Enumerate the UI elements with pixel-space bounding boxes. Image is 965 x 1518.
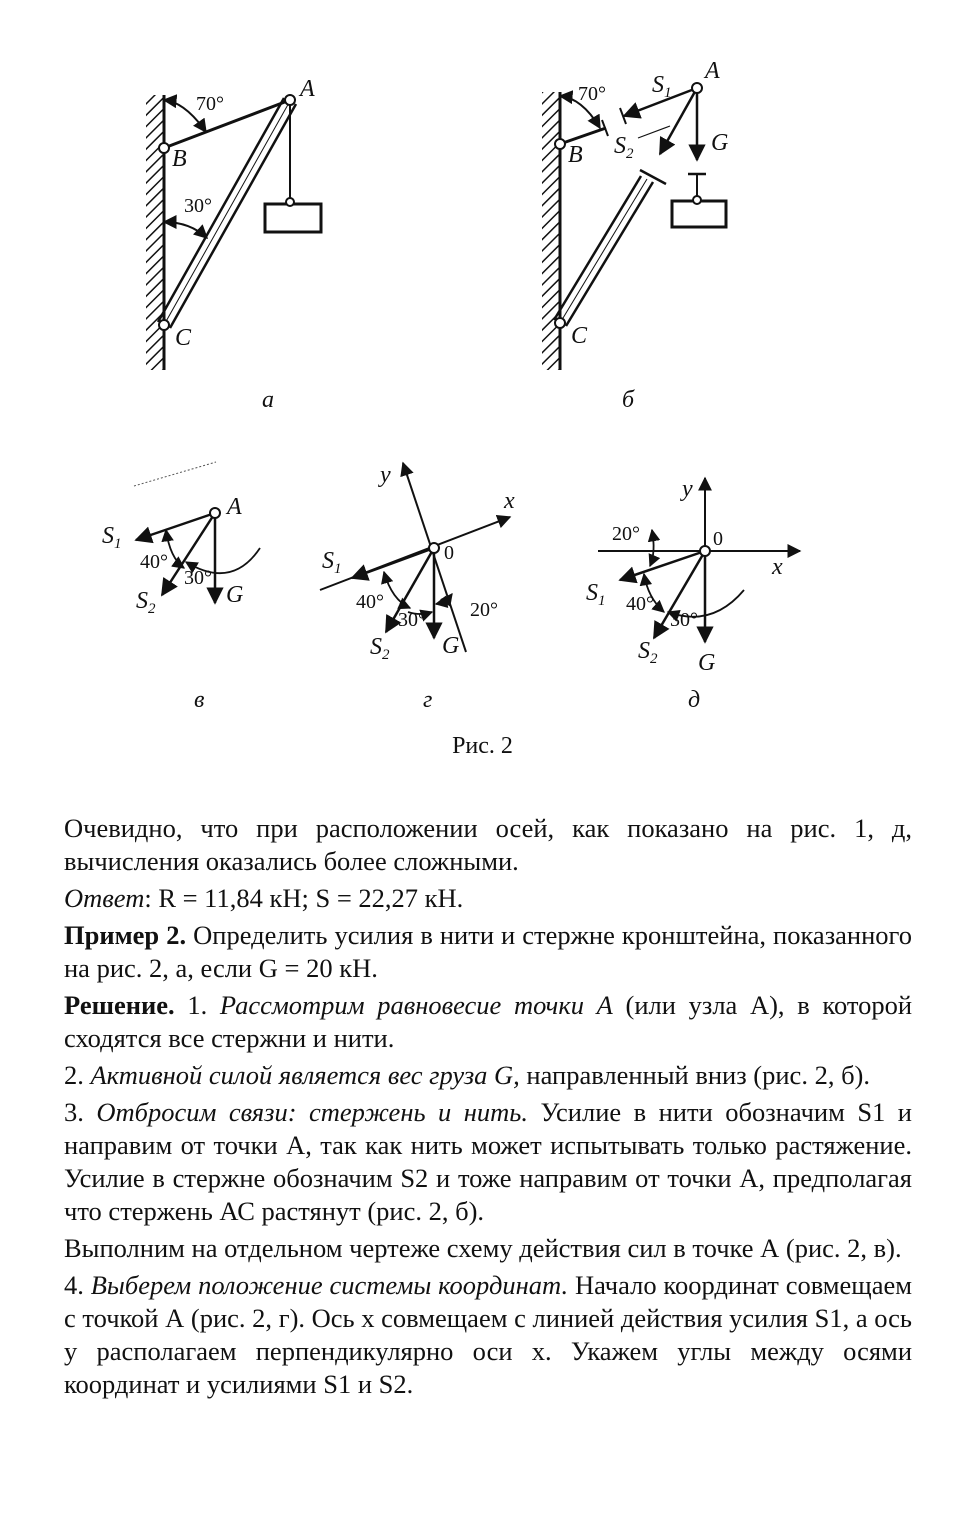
panel-v-caption: в bbox=[194, 687, 205, 713]
point-a-label: A bbox=[227, 494, 242, 520]
rod-stub-outer2 bbox=[566, 182, 653, 326]
solution-step-text: (или узла А), в которой сходятся все стержни и нити. bbox=[64, 990, 913, 1053]
point-c-label: C bbox=[571, 323, 588, 349]
step-2-italic: Активной силой является вес груза G, bbox=[90, 1060, 520, 1090]
point-c-label: C bbox=[175, 325, 192, 351]
angle-arc-30 bbox=[164, 222, 207, 238]
angle-20-label: 20° bbox=[612, 523, 640, 545]
angle-70-label: 70° bbox=[578, 83, 606, 105]
load-box bbox=[265, 204, 321, 232]
rod-ac-center bbox=[164, 101, 290, 325]
scan-mark bbox=[134, 462, 216, 486]
solution-label: Решение. bbox=[64, 990, 175, 1020]
paragraph-diagram: Выполним на отдельном чертеже схему действия сил в точке А (рис. 2, в). bbox=[64, 1233, 902, 1263]
angle-30-label: 30° bbox=[184, 567, 212, 589]
force-s1-label: $S_1$ bbox=[322, 548, 342, 577]
angle-30-label: 30° bbox=[398, 609, 426, 631]
rod-stub-center bbox=[560, 179, 647, 323]
node-load bbox=[286, 198, 294, 206]
step-4-italic: Выберем положение системы координат. bbox=[90, 1270, 569, 1300]
angle-40-label: 40° bbox=[626, 593, 654, 615]
force-g-label: G bbox=[711, 130, 729, 156]
paragraph-solution bbox=[64, 989, 912, 1055]
node-c bbox=[555, 318, 565, 328]
force-s1-arrow bbox=[352, 548, 434, 578]
point-b-label: B bbox=[172, 146, 187, 172]
step-2-num: 2. bbox=[64, 1060, 91, 1090]
point-a-label: A bbox=[705, 58, 720, 84]
node-load bbox=[693, 196, 701, 204]
paragraph-step-4 bbox=[64, 1269, 912, 1401]
load-box bbox=[672, 201, 726, 227]
panel-b bbox=[542, 58, 728, 413]
step-4-text: Начало координат совмещаем с точкой А (рис. 2, г). Ось x совмещаем с линией действия усилия S1, а ось y располагаем перпендикулярно оси x. Укажем углы между осями координат и усилиями S1 и S2. bbox=[64, 1270, 913, 1399]
angle-70-label: 70° bbox=[196, 93, 224, 115]
paragraph-1: Очевидно, что при расположении осей, как показано на рис. 1, д, вычисления оказались более сложными. bbox=[64, 813, 912, 876]
step-4-num: 4. bbox=[64, 1270, 91, 1300]
angle-arc-40 bbox=[384, 572, 410, 608]
step-3-text: Усилие в нити обозначим S1 и направим от точки А, так как нить может испытывать только растяжение. Усилие в стержне обозначим S2 и тоже направим от точки А, предполагая что стержень АС растянут (рис. 2, б). bbox=[64, 1097, 912, 1226]
figure-caption: Рис. 2 bbox=[452, 733, 513, 759]
node-a bbox=[210, 508, 220, 518]
example-label: Пример 2. bbox=[64, 920, 187, 950]
force-s2-label: $S_2$ bbox=[370, 634, 390, 663]
angle-arc-40 bbox=[166, 530, 184, 568]
thread-stub-b bbox=[560, 128, 606, 144]
node-a bbox=[692, 83, 702, 93]
force-g-label: G bbox=[698, 650, 716, 676]
solution-step-num: 1. bbox=[174, 990, 220, 1020]
answer-label: Ответ bbox=[64, 883, 145, 913]
solution-step-italic: Рассмотрим равновесие точки А bbox=[219, 990, 613, 1020]
angle-40-label: 40° bbox=[356, 591, 384, 613]
force-s1-label: $S_1$ bbox=[652, 72, 672, 101]
point-b-label: B bbox=[568, 142, 583, 168]
node-a bbox=[285, 95, 295, 105]
origin-point bbox=[700, 546, 710, 556]
force-s2-label: $S_2$ bbox=[638, 638, 658, 667]
node-b bbox=[555, 139, 565, 149]
step-2-text: направленный вниз (рис. 2, б). bbox=[519, 1060, 871, 1090]
force-s1-label: $S_1$ bbox=[586, 580, 606, 609]
axis-y-label: y bbox=[380, 462, 391, 488]
paragraph-answer bbox=[64, 882, 912, 915]
paragraph-example bbox=[64, 919, 912, 985]
axis-y-label: y bbox=[682, 476, 693, 502]
cut-mark-s2 bbox=[640, 170, 666, 184]
angle-30-label: 30° bbox=[184, 195, 212, 217]
panel-v bbox=[102, 462, 260, 713]
panel-g bbox=[320, 462, 515, 713]
panel-a bbox=[146, 76, 321, 413]
force-s1-arrow bbox=[136, 513, 215, 540]
answer-text: : R = 11,84 кН; S = 22,27 кН. bbox=[144, 883, 464, 913]
point-a-label: A bbox=[300, 76, 315, 102]
force-g-label: G bbox=[442, 633, 460, 659]
origin-label: 0 bbox=[444, 542, 454, 564]
body-text bbox=[64, 812, 912, 1405]
origin-point bbox=[429, 543, 439, 553]
angle-20-label: 20° bbox=[470, 599, 498, 621]
example-text: Определить усилия в нити и стержне кронштейна, показанного на рис. 2, а, если G = 20 кН. bbox=[64, 920, 912, 983]
origin-label: 0 bbox=[713, 528, 723, 550]
force-g-label: G bbox=[226, 582, 244, 608]
node-b bbox=[159, 143, 169, 153]
leader-s2 bbox=[638, 126, 670, 138]
rod-stub-outer1 bbox=[554, 176, 641, 320]
step-3-num: 3. bbox=[64, 1097, 97, 1127]
angle-arc-20 bbox=[650, 530, 654, 566]
angle-30-label: 30° bbox=[670, 609, 698, 631]
paragraph-step-3 bbox=[64, 1096, 912, 1228]
force-s1-arrow bbox=[620, 551, 705, 580]
paragraph-step-2 bbox=[64, 1059, 912, 1092]
step-3-italic: Отбросим связи: стержень и нить. bbox=[96, 1097, 528, 1127]
panel-g-caption: г bbox=[423, 687, 433, 713]
force-s2-label: $S_2$ bbox=[136, 588, 156, 617]
panel-b-caption: б bbox=[622, 387, 635, 413]
node-c bbox=[159, 320, 169, 330]
angle-40-label: 40° bbox=[140, 551, 168, 573]
panel-d-caption: д bbox=[688, 687, 701, 713]
panel-d bbox=[586, 476, 800, 713]
axis-x-label: x bbox=[772, 554, 783, 580]
panel-a-caption: а bbox=[262, 387, 274, 413]
force-s2-label: $S_2$ bbox=[614, 133, 634, 162]
force-s1-label: $S_1$ bbox=[102, 523, 122, 552]
axis-x-label: x bbox=[504, 488, 515, 514]
